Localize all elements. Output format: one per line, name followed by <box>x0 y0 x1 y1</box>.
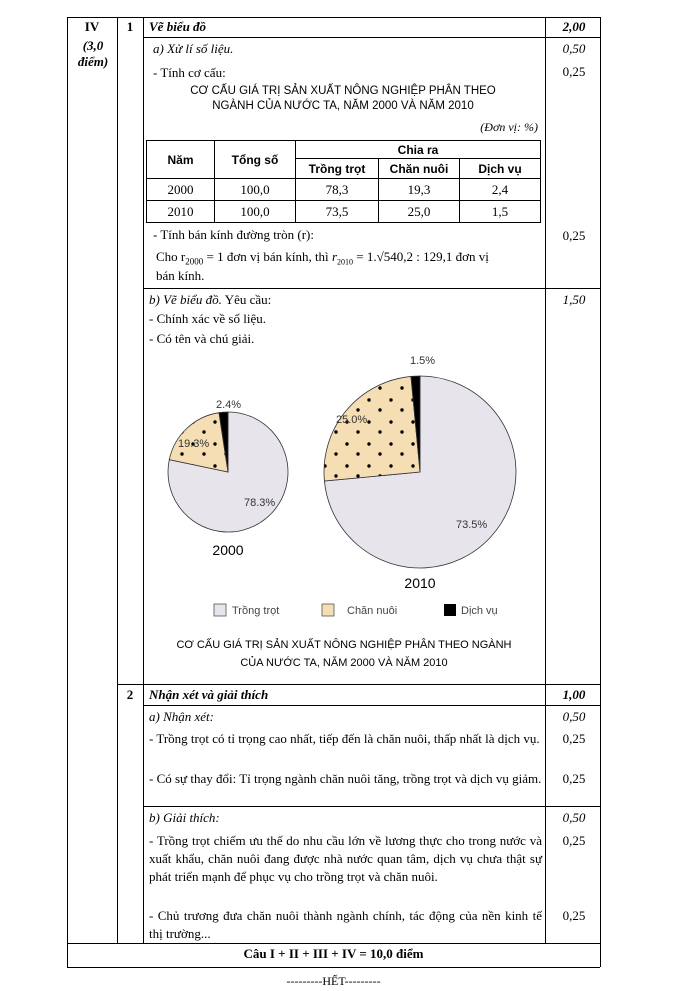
end-marker: ---------HẾT--------- <box>286 974 381 988</box>
structure-score: 0,25 <box>562 64 586 79</box>
question-1-title: Vẽ biểu đồ <box>149 19 207 34</box>
question-2-title: Nhận xét và giải thích <box>149 687 269 702</box>
part-a-title: a) Xử lí số liệu. <box>153 41 234 56</box>
cell-year: 2000 <box>147 179 215 201</box>
cell-livestock: 19,3 <box>379 179 460 201</box>
legend-livestock-swatch <box>322 604 334 616</box>
cell-service: 1,5 <box>460 201 541 223</box>
pie-2010-label-livestock: 25.0% <box>336 414 368 426</box>
explain-title: b) Giải thích: <box>149 810 220 825</box>
cell-total: 100,0 <box>215 179 296 201</box>
section-number: IV <box>84 19 100 34</box>
requirement-2: - Có tên và chú giải. <box>149 331 255 346</box>
remark-2: - Có sự thay đổi: Tỉ trọng ngành chăn nuôi tăng, trồng trọt và dịch vụ giảm. <box>149 771 542 786</box>
legend-livestock-label: Chăn nuôi <box>347 605 398 617</box>
explain-2-score: 0,25 <box>562 908 586 923</box>
remark-1: - Trồng trọt có tỉ trọng cao nhất, tiếp đến là chăn nuôi, thấp nhất là dịch vụ. <box>149 731 540 746</box>
question-1-number: 1 <box>126 19 134 34</box>
pie-chart-figure <box>144 350 544 680</box>
part-a-score: 0,50 <box>562 41 586 56</box>
explain-1: - Trồng trọt chiếm ưu thế do nhu cầu lớn về lương thực cho trong nước và xuất khẩu, chăn nuôi đang được nhà nước quan tâm, dịch vụ chưa thật sự phát triển mạnh để phục vụ cho trồng trọt và chăn nuôi. <box>149 833 542 884</box>
pie-2010-slice-livestock <box>324 376 420 481</box>
pie-2010-label-service: 1.5% <box>410 355 436 367</box>
pie-2010-year-title: 2010 <box>404 575 436 591</box>
table-row <box>147 179 541 201</box>
part-b-heading: b) Vẽ biểu đồ. Yêu cầu: <box>149 292 272 307</box>
legend-crop-label: Trồng trọt <box>232 605 280 617</box>
question-2-number: 2 <box>126 687 134 702</box>
pie-2000-year-title: 2000 <box>212 542 244 558</box>
table-title-line-1: CƠ CẤU GIÁ TRỊ SẢN XUẤT NÔNG NGHIỆP PHÂN THEO <box>190 85 496 97</box>
radius-label: - Tính bán kính đường tròn (r): <box>153 227 314 242</box>
remark-2-score: 0,25 <box>562 771 586 786</box>
data-table <box>146 140 541 223</box>
table-title-line-2: NGÀNH CỦA NƯỚC TA, NĂM 2000 VÀ NĂM 2010 <box>212 100 474 112</box>
structure-label: - Tính cơ cấu: <box>153 65 226 80</box>
chart-caption-line-1: CƠ CẤU GIÁ TRỊ SẢN XUẤT NÔNG NGHIỆP PHÂN THEO NGÀNH <box>176 639 512 651</box>
cell-crop: 73,5 <box>296 201 379 223</box>
remark-title: a) Nhận xét: <box>149 709 214 724</box>
remark-1-score: 0,25 <box>562 731 586 746</box>
question-2-score: 1,00 <box>562 687 586 702</box>
total-score: Câu I + II + III + IV = 10,0 điểm <box>243 946 424 961</box>
pie-2000-label-service: 2.4% <box>216 399 242 411</box>
remark-score: 0,50 <box>562 709 586 724</box>
cell-crop: 78,3 <box>296 179 379 201</box>
radius-formula: = 1.√540,2 : 129,1 <box>353 249 456 264</box>
cell-service: 2,4 <box>460 179 541 201</box>
explain-1-score: 0,25 <box>562 833 586 848</box>
pie-2010 <box>324 355 516 591</box>
cell-total: 100,0 <box>215 201 296 223</box>
legend-crop-swatch <box>214 604 226 616</box>
unit-label: (Đơn vị: %) <box>480 120 538 134</box>
radius-unit: bán kính. <box>156 268 205 283</box>
header-year: Năm <box>147 141 215 179</box>
requirement-1: - Chính xác về số liệu. <box>149 311 266 326</box>
cell-year: 2010 <box>147 201 215 223</box>
part-b-score: 1,50 <box>562 292 586 307</box>
table-row <box>147 201 541 223</box>
header-livestock: Chăn nuôi <box>379 159 460 179</box>
pie-2000-label-crop: 78.3% <box>244 497 276 509</box>
section-points: (3,0 điểm) <box>77 38 109 69</box>
legend-service-label: Dịch vụ <box>461 605 498 617</box>
header-total: Tổng số <box>215 141 296 179</box>
explain-score: 0,50 <box>562 810 586 825</box>
pie-2000-label-livestock: 19.3% <box>178 438 210 450</box>
explain-2: - Chủ trương đưa chăn nuôi thành ngành chính, tác động của nền kinh tế thị trường... <box>149 908 542 941</box>
radius-formula-line: Cho $r_{2000} = 1$ đơn vị bán kính, thì $r_{2010} = 1.√540,2$ : 129,1 đơn vị <box>156 249 489 267</box>
chart-caption-line-2: CỦA NƯỚC TA, NĂM 2000 VÀ NĂM 2010 <box>240 657 448 669</box>
pie-2000 <box>168 399 288 558</box>
legend-service-swatch <box>444 604 456 616</box>
header-split: Chia ra <box>296 141 541 159</box>
header-service: Dịch vụ <box>460 159 541 179</box>
header-crop: Trồng trọt <box>296 159 379 179</box>
cell-livestock: 25,0 <box>379 201 460 223</box>
radius-score: 0,25 <box>562 228 586 243</box>
question-1-score: 2,00 <box>562 19 586 34</box>
pie-2010-label-crop: 73.5% <box>456 519 488 531</box>
